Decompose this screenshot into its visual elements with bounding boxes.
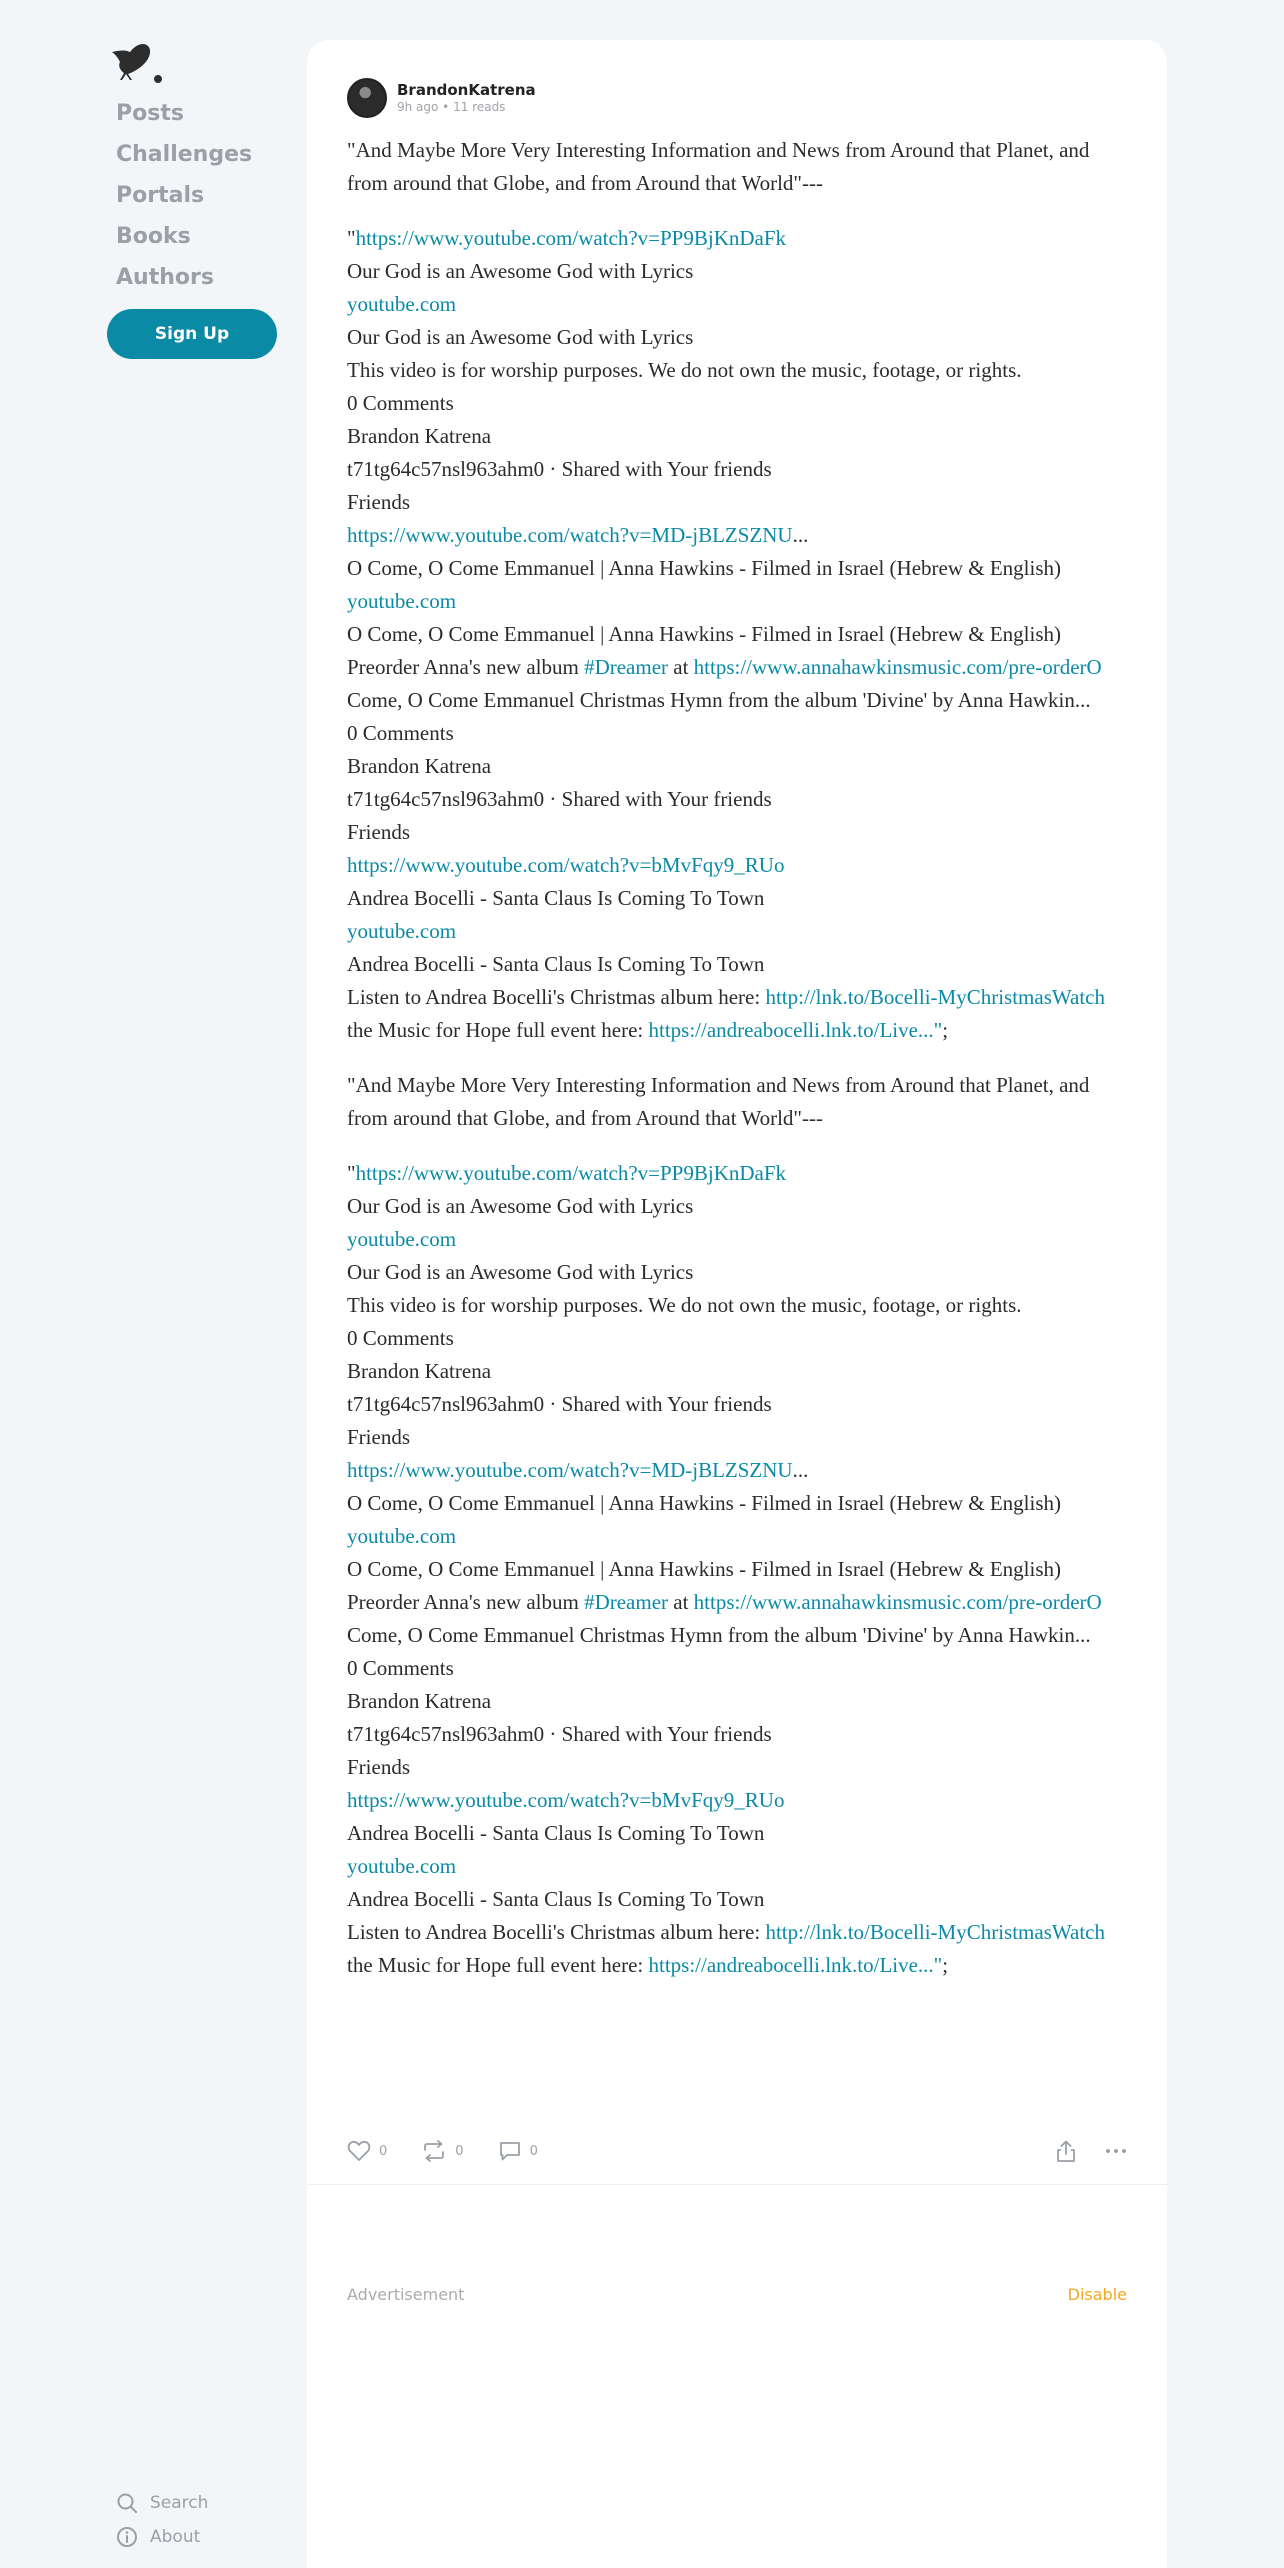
youtube-domain-line bbox=[347, 915, 1127, 948]
video-title: Andrea Bocelli - Santa Claus Is Coming To Town bbox=[347, 1887, 765, 1911]
share-button[interactable] bbox=[1055, 2139, 1077, 2163]
video-title: Our God is an Awesome God with Lyrics bbox=[347, 259, 694, 283]
nav-challenges[interactable]: Challenges bbox=[116, 142, 253, 167]
comment-button[interactable] bbox=[498, 2140, 538, 2162]
youtube-domain-line bbox=[347, 288, 1127, 321]
friends-line: Friends bbox=[347, 490, 410, 514]
sidebar bbox=[0, 0, 300, 2568]
repost-button[interactable] bbox=[421, 2140, 463, 2162]
author-line: Brandon Katrena bbox=[347, 1689, 492, 1713]
external-link[interactable]: http://lnk.to/Bocelli-MyChristmasWatch bbox=[765, 1920, 1105, 1944]
youtube-domain-link[interactable]: youtube.com bbox=[347, 1524, 457, 1548]
external-link[interactable]: https://andreabocelli.lnk.to/Live..." bbox=[648, 1953, 943, 1977]
link-line: "https://www.youtube.com/watch?v=PP9BjKnDaFk bbox=[347, 226, 787, 250]
youtube-domain-link[interactable]: youtube.com bbox=[347, 1854, 457, 1878]
video-description: Preorder Anna's new album #Dreamer at https://www.annahawkinsmusic.com/pre-orderO Come, O Come Emmanuel Christmas Hymn from the album 'Divine' by Anna Hawkin... bbox=[347, 655, 1102, 712]
sidebar-nav bbox=[116, 96, 252, 301]
video-title: O Come, O Come Emmanuel | Anna Hawkins - Filmed in Israel (Hebrew & English) bbox=[347, 1491, 1061, 1515]
comments-count: 0 Comments bbox=[347, 1326, 454, 1350]
avatar[interactable] bbox=[347, 78, 387, 118]
shared-line: t71tg64c57nsl963ahm0 · Shared with Your friends bbox=[347, 1722, 772, 1746]
repost-icon bbox=[421, 2140, 447, 2162]
link-line bbox=[347, 849, 1127, 882]
external-link[interactable]: https://www.annahawkinsmusic.com/pre-orderO bbox=[693, 1590, 1102, 1614]
youtube-domain-link[interactable]: youtube.com bbox=[347, 1227, 457, 1251]
video-description: Preorder Anna's new album #Dreamer at https://www.annahawkinsmusic.com/pre-orderO Come, O Come Emmanuel Christmas Hymn from the album 'Divine' by Anna Hawkin... bbox=[347, 1590, 1102, 1647]
external-link[interactable]: https://www.annahawkinsmusic.com/pre-orderO bbox=[693, 655, 1102, 679]
video-title: Our God is an Awesome God with Lyrics bbox=[347, 1260, 694, 1284]
author-line: Brandon Katrena bbox=[347, 1359, 492, 1383]
friends-line: Friends bbox=[347, 820, 410, 844]
comment-count: 0 bbox=[529, 2143, 538, 2159]
quote-paragraph: "And Maybe More Very Interesting Information and News from Around that Planet, and from around that Globe, and from Around that World"--- bbox=[347, 138, 1090, 195]
author-line: Brandon Katrena bbox=[347, 424, 492, 448]
shared-line: t71tg64c57nsl963ahm0 · Shared with Your friends bbox=[347, 787, 772, 811]
youtube-domain-link[interactable]: youtube.com bbox=[347, 292, 457, 316]
video-title: Andrea Bocelli - Santa Claus Is Coming To Town bbox=[347, 952, 765, 976]
advertisement-bar bbox=[347, 2285, 1127, 2304]
youtube-domain-line bbox=[347, 1223, 1127, 1256]
info-icon bbox=[116, 2526, 138, 2548]
more-button[interactable] bbox=[1105, 2139, 1127, 2163]
quote-paragraph: "And Maybe More Very Interesting Information and News from Around that Planet, and from around that Globe, and from Around that World"--- bbox=[347, 1073, 1090, 1130]
youtube-link[interactable]: https://www.youtube.com/watch?v=PP9BjKnDaFk bbox=[355, 226, 787, 250]
more-icon bbox=[1105, 2139, 1127, 2163]
video-title: Our God is an Awesome God with Lyrics bbox=[347, 325, 694, 349]
disable-ads-button[interactable]: Disable bbox=[1067, 2285, 1127, 2304]
youtube-link[interactable]: https://www.youtube.com/watch?v=bMvFqy9_RUo bbox=[347, 1788, 785, 1812]
search-link[interactable] bbox=[116, 2486, 208, 2520]
share-icon bbox=[1055, 2139, 1077, 2163]
youtube-domain-line bbox=[347, 1520, 1127, 1553]
search-label: Search bbox=[150, 2493, 209, 2513]
like-button[interactable] bbox=[347, 2140, 387, 2162]
link-line: "https://www.youtube.com/watch?v=PP9BjKnDaFk bbox=[347, 1161, 787, 1185]
post-actions bbox=[347, 2136, 1127, 2166]
friends-line: Friends bbox=[347, 1425, 410, 1449]
like-count: 0 bbox=[379, 2143, 388, 2159]
video-title: O Come, O Come Emmanuel | Anna Hawkins - Filmed in Israel (Hebrew & English) bbox=[347, 556, 1061, 580]
author-name[interactable]: BrandonKatrena bbox=[397, 81, 536, 99]
shared-line: t71tg64c57nsl963ahm0 · Shared with Your friends bbox=[347, 1392, 772, 1416]
video-title: Our God is an Awesome God with Lyrics bbox=[347, 1194, 694, 1218]
nav-portals[interactable]: Portals bbox=[116, 183, 205, 208]
heart-icon bbox=[347, 2140, 371, 2162]
advertisement-label: Advertisement bbox=[347, 2285, 465, 2304]
sidebar-footer bbox=[116, 2486, 208, 2554]
comments-count: 0 Comments bbox=[347, 1656, 454, 1680]
repost-count: 0 bbox=[455, 2143, 464, 2159]
video-description: This video is for worship purposes. We do not own the music, footage, or rights. bbox=[347, 1293, 1022, 1317]
youtube-domain-line bbox=[347, 1850, 1127, 1883]
video-description: Listen to Andrea Bocelli's Christmas album here: http://lnk.to/Bocelli-MyChristmasWatch the Music for Hope full event here: https://andreabocelli.lnk.to/Live..."; bbox=[347, 1920, 1105, 1977]
external-link[interactable]: http://lnk.to/Bocelli-MyChristmasWatch bbox=[765, 985, 1105, 1009]
post-card bbox=[307, 40, 1167, 2568]
nav-books[interactable]: Books bbox=[116, 224, 191, 249]
friends-line: Friends bbox=[347, 1755, 410, 1779]
link-line bbox=[347, 1784, 1127, 1817]
external-link[interactable]: https://andreabocelli.lnk.to/Live..." bbox=[648, 1018, 943, 1042]
divider bbox=[307, 2184, 1167, 2185]
youtube-link[interactable]: https://www.youtube.com/watch?v=MD-jBLZSZNU bbox=[347, 1458, 793, 1482]
video-title: O Come, O Come Emmanuel | Anna Hawkins - Filmed in Israel (Hebrew & English) bbox=[347, 622, 1061, 646]
nav-authors[interactable]: Authors bbox=[116, 265, 214, 290]
youtube-domain-link[interactable]: youtube.com bbox=[347, 589, 457, 613]
youtube-link[interactable]: https://www.youtube.com/watch?v=PP9BjKnDaFk bbox=[355, 1161, 787, 1185]
post-body bbox=[347, 134, 1127, 1982]
post-meta: 9h ago • 11 reads bbox=[397, 100, 506, 114]
search-icon bbox=[116, 2492, 138, 2514]
youtube-domain-line bbox=[347, 585, 1127, 618]
youtube-link[interactable]: https://www.youtube.com/watch?v=MD-jBLZSZNU bbox=[347, 523, 793, 547]
post-author[interactable] bbox=[347, 78, 536, 118]
about-label: About bbox=[150, 2527, 201, 2547]
about-link[interactable] bbox=[116, 2520, 208, 2554]
shared-line: t71tg64c57nsl963ahm0 · Shared with Your friends bbox=[347, 457, 772, 481]
sign-up-button[interactable]: Sign Up bbox=[107, 309, 277, 359]
hashtag-link[interactable]: #Dreamer bbox=[584, 1590, 669, 1614]
video-title: Andrea Bocelli - Santa Claus Is Coming To Town bbox=[347, 886, 765, 910]
comments-count: 0 Comments bbox=[347, 721, 454, 745]
hashtag-link[interactable]: #Dreamer bbox=[584, 655, 669, 679]
link-line: https://www.youtube.com/watch?v=MD-jBLZSZNU... bbox=[347, 1458, 809, 1482]
video-description: This video is for worship purposes. We do not own the music, footage, or rights. bbox=[347, 358, 1022, 382]
bird-logo-icon[interactable] bbox=[110, 40, 166, 88]
nav-posts[interactable]: Posts bbox=[116, 101, 184, 126]
youtube-domain-link[interactable]: youtube.com bbox=[347, 919, 457, 943]
comment-icon bbox=[498, 2140, 522, 2162]
link-line: https://www.youtube.com/watch?v=MD-jBLZSZNU... bbox=[347, 523, 809, 547]
video-description: Listen to Andrea Bocelli's Christmas album here: http://lnk.to/Bocelli-MyChristmasWatch the Music for Hope full event here: https://andreabocelli.lnk.to/Live..."; bbox=[347, 985, 1105, 1042]
author-line: Brandon Katrena bbox=[347, 754, 492, 778]
video-title: O Come, O Come Emmanuel | Anna Hawkins - Filmed in Israel (Hebrew & English) bbox=[347, 1557, 1061, 1581]
comments-count: 0 Comments bbox=[347, 391, 454, 415]
video-title: Andrea Bocelli - Santa Claus Is Coming To Town bbox=[347, 1821, 765, 1845]
youtube-link[interactable]: https://www.youtube.com/watch?v=bMvFqy9_RUo bbox=[347, 853, 785, 877]
